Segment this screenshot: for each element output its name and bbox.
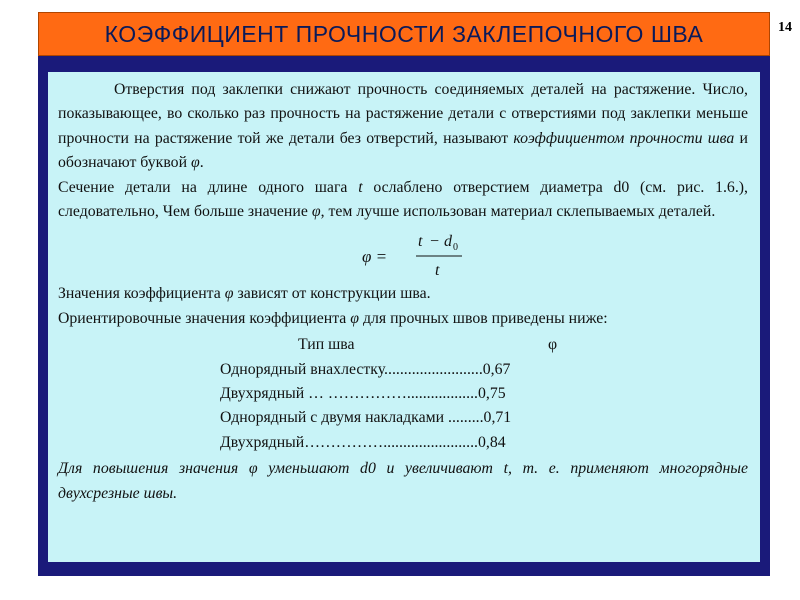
t-symbol: t (358, 178, 363, 196)
formula-denominator: t (435, 262, 440, 280)
table-row (58, 358, 748, 382)
formula-num-t: t (418, 233, 423, 251)
text: ослаблено отверстием диаметра d0 (см. рис. 1.6.), следовательно, Чем больше значение (58, 178, 748, 221)
text: Отверстия под заклепки снижают прочность соединяемых деталей на растяжение. Число, показывающее, во сколько раз прочность на растяжение детали с отверстиями под заклепки меньше прочности на растяжение той же детали без отверстий, называют (58, 81, 748, 147)
text: Ориентировочные значения коэффициента (58, 309, 351, 327)
formula-lhs: φ = (362, 247, 388, 267)
formula-svg (358, 224, 478, 282)
table-row-text: Двухрядный……………........................0,84 (220, 433, 506, 451)
paragraph-values (58, 282, 748, 306)
text: зависят от конструкции шва. (233, 285, 431, 303)
table-row (58, 382, 748, 406)
text: для прочных швов приведены ниже: (359, 309, 608, 327)
content-body (58, 78, 748, 506)
phi-symbol: φ (311, 203, 321, 221)
formula-num-sub: 0 (453, 242, 458, 254)
formula-num-d: d (444, 233, 452, 251)
text: и обозначают буквой (58, 129, 749, 172)
text: Значения коэффициента (58, 285, 225, 303)
title-bar (38, 12, 770, 56)
table-row (58, 406, 748, 430)
formula-num-minus: − (430, 233, 440, 251)
formula (58, 224, 748, 282)
phi-symbol: φ (224, 285, 234, 303)
slide-title: КОЭФФИЦИЕНТ ПРОЧНОСТИ ЗАКЛЕПОЧНОГО ШВА (104, 20, 704, 47)
text: Сечение детали на длине одного шага (58, 178, 359, 196)
paragraph-conclusion: Для повышения значения φ уменьшают d0 и увеличивают t, т. е. применяют многорядные двухсрезные швы. (58, 460, 748, 502)
text: . (199, 154, 204, 172)
content-panel (48, 72, 760, 562)
seam-table (58, 333, 748, 455)
header-seam-type: Тип шва (298, 336, 355, 354)
phi-symbol: φ (350, 309, 360, 327)
term-coefficient: коэффициентом прочности шва (513, 129, 735, 147)
table-row (58, 431, 748, 455)
header-phi: φ (548, 336, 558, 354)
table-row-text: Однорядный с двумя накладками .........0,71 (220, 409, 512, 427)
table-header (58, 333, 748, 357)
phi-symbol: φ (190, 154, 200, 172)
table-row-text: Однорядный внахлестку.........................0,67 (220, 360, 511, 378)
paragraph-approx (58, 307, 748, 331)
text: , тем лучше использован материал склепываемых деталей. (320, 203, 716, 221)
table-row-text: Двухрядный … ……………..................0,75 (220, 385, 506, 403)
paragraph-definition (58, 78, 748, 176)
page-number: 14 (778, 20, 792, 35)
paragraph-section (58, 176, 748, 225)
